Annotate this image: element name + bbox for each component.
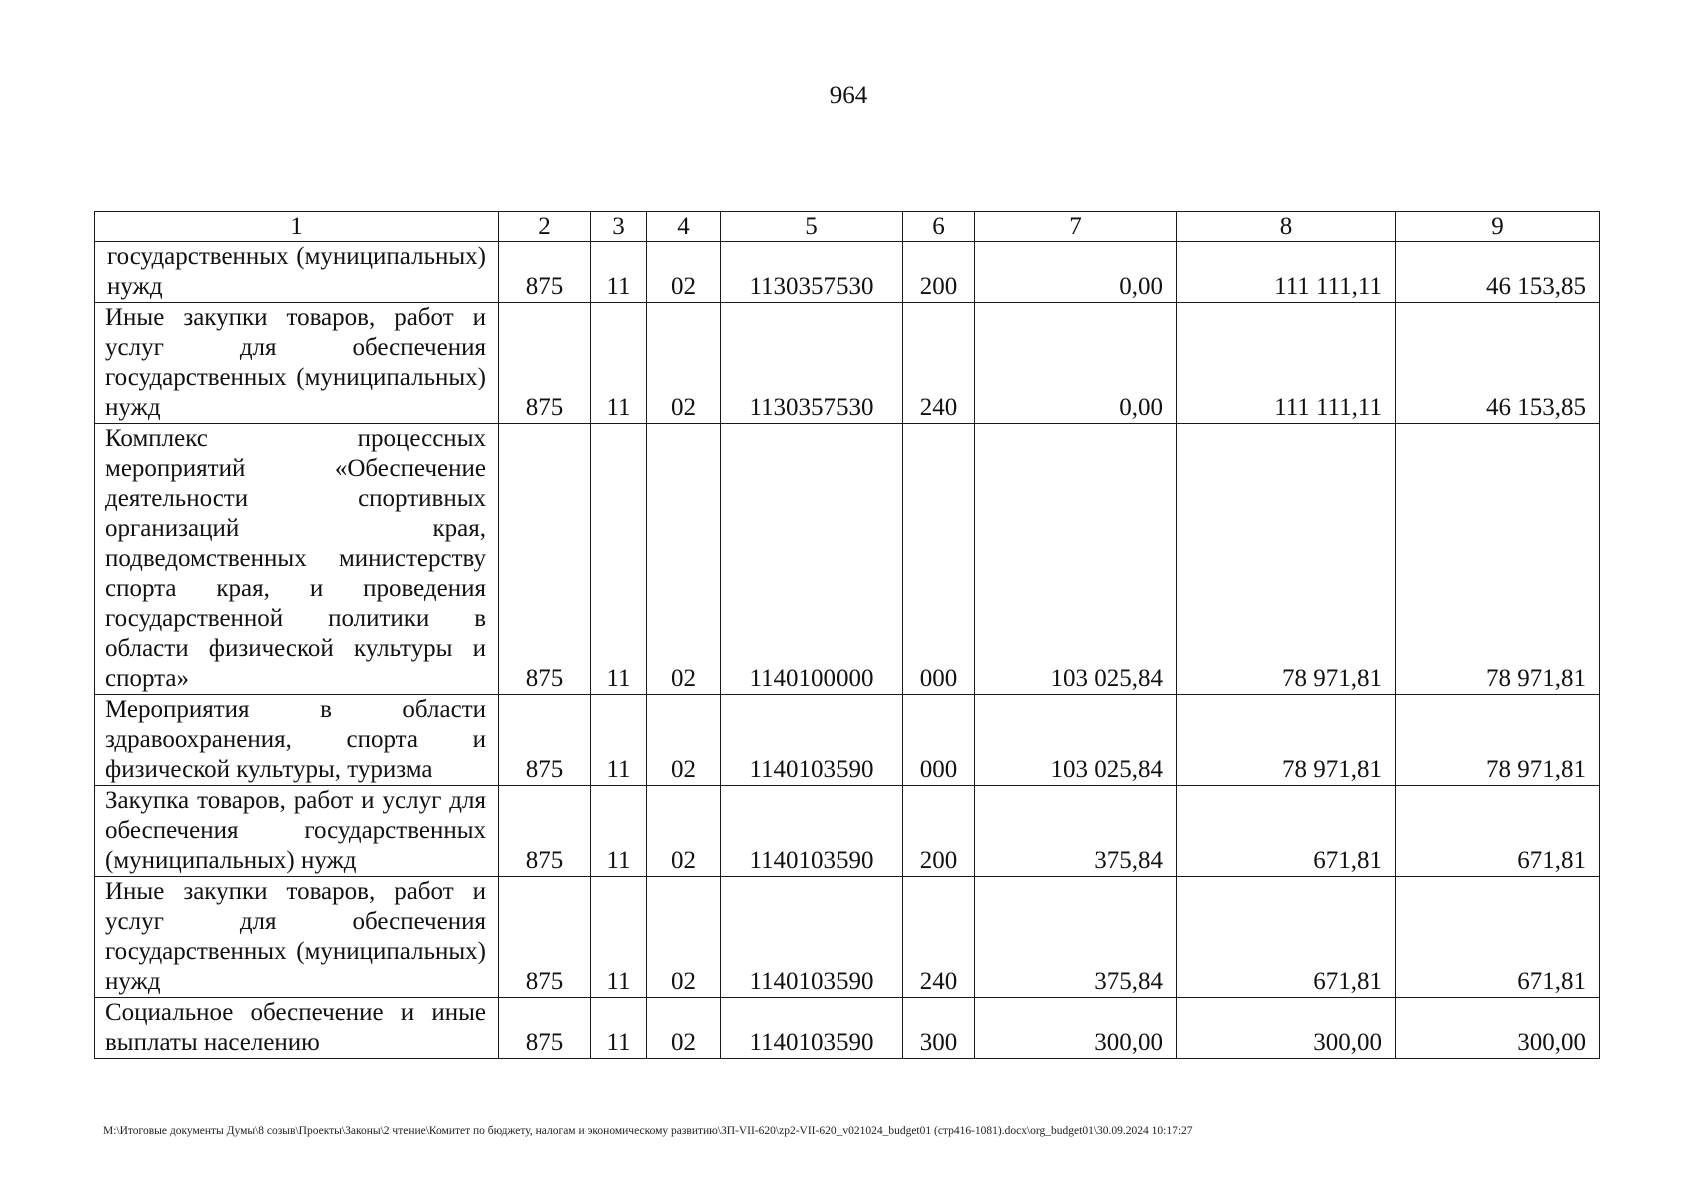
expense-type-code: 240 — [903, 877, 975, 998]
amount-col8: 671,81 — [1177, 877, 1396, 998]
table-row — [95, 424, 1600, 695]
column-header: 4 — [647, 212, 721, 242]
column-header: 6 — [903, 212, 975, 242]
amount-col9: 78 971,81 — [1396, 424, 1600, 695]
footer-file-path: M:\Итоговые документы Думы\8 созыв\Проекты\Законы\2 чтение\Комитет по бюджету, налогам и экономическому развитию\ЗП-VII-620\zp2-VII-620_v021024_budget01 (стр416-1081).docx\org_budget01\30.09.2024 10:17:27 — [103, 1125, 1193, 1137]
section-code: 11 — [591, 303, 647, 424]
amount-col7: 103 025,84 — [975, 424, 1177, 695]
column-header: 3 — [591, 212, 647, 242]
subsection-code: 02 — [647, 786, 721, 877]
table-row — [95, 303, 1600, 424]
amount-col8: 78 971,81 — [1177, 424, 1396, 695]
expense-type-code: 000 — [903, 424, 975, 695]
amount-col7: 300,00 — [975, 998, 1177, 1059]
table-row — [95, 877, 1600, 998]
target-article-code: 1130357530 — [721, 303, 903, 424]
table-row — [95, 998, 1600, 1059]
amount-col8: 111 111,11 — [1177, 303, 1396, 424]
target-article-code: 1140103590 — [721, 695, 903, 786]
expense-type-code: 300 — [903, 998, 975, 1059]
table-header-row — [95, 212, 1600, 242]
budget-table — [94, 211, 1600, 1059]
section-code: 11 — [591, 877, 647, 998]
section-code: 11 — [591, 242, 647, 303]
row-name: государственных (муниципальных) нужд — [95, 242, 499, 303]
amount-col7: 103 025,84 — [975, 695, 1177, 786]
amount-col9: 46 153,85 — [1396, 242, 1600, 303]
ministry-code: 875 — [499, 998, 591, 1059]
amount-col8: 671,81 — [1177, 786, 1396, 877]
target-article-code: 1140103590 — [721, 877, 903, 998]
column-header: 1 — [95, 212, 499, 242]
expense-type-code: 200 — [903, 242, 975, 303]
section-code: 11 — [591, 786, 647, 877]
table-row — [95, 242, 1600, 303]
row-name: Иные закупки товаров, работ и услуг для обеспечения государственных (муниципальных) нужд — [95, 877, 499, 998]
amount-col7: 375,84 — [975, 877, 1177, 998]
amount-col9: 671,81 — [1396, 877, 1600, 998]
amount-col9: 671,81 — [1396, 786, 1600, 877]
subsection-code: 02 — [647, 303, 721, 424]
amount-col8: 111 111,11 — [1177, 242, 1396, 303]
column-header: 5 — [721, 212, 903, 242]
target-article-code: 1140103590 — [721, 998, 903, 1059]
section-code: 11 — [591, 998, 647, 1059]
row-name: Комплекс процессных мероприятий «Обеспечение деятельности спортивных организаций края, подведомственных министерству спорта края, и проведения государственной политики в области физической культуры и спорта» — [95, 424, 499, 695]
expense-type-code: 000 — [903, 695, 975, 786]
ministry-code: 875 — [499, 877, 591, 998]
ministry-code: 875 — [499, 242, 591, 303]
table-row — [95, 786, 1600, 877]
column-header: 7 — [975, 212, 1177, 242]
table-row — [95, 695, 1600, 786]
amount-col9: 46 153,85 — [1396, 303, 1600, 424]
row-name: Закупка товаров, работ и услуг для обеспечения государственных (муниципальных) нужд — [95, 786, 499, 877]
row-name: Социальное обеспечение и иные выплаты населению — [95, 998, 499, 1059]
amount-col8: 78 971,81 — [1177, 695, 1396, 786]
expense-type-code: 240 — [903, 303, 975, 424]
ministry-code: 875 — [499, 786, 591, 877]
column-header: 9 — [1396, 212, 1600, 242]
column-header: 8 — [1177, 212, 1396, 242]
amount-col7: 0,00 — [975, 242, 1177, 303]
subsection-code: 02 — [647, 242, 721, 303]
amount-col9: 78 971,81 — [1396, 695, 1600, 786]
amount-col7: 0,00 — [975, 303, 1177, 424]
target-article-code: 1140103590 — [721, 786, 903, 877]
ministry-code: 875 — [499, 695, 591, 786]
amount-col9: 300,00 — [1396, 998, 1600, 1059]
subsection-code: 02 — [647, 695, 721, 786]
ministry-code: 875 — [499, 424, 591, 695]
row-name: Иные закупки товаров, работ и услуг для обеспечения государственных (муниципальных) нужд — [95, 303, 499, 424]
expense-type-code: 200 — [903, 786, 975, 877]
section-code: 11 — [591, 424, 647, 695]
subsection-code: 02 — [647, 998, 721, 1059]
section-code: 11 — [591, 695, 647, 786]
column-header: 2 — [499, 212, 591, 242]
target-article-code: 1140100000 — [721, 424, 903, 695]
subsection-code: 02 — [647, 424, 721, 695]
page-number: 964 — [829, 82, 868, 109]
ministry-code: 875 — [499, 303, 591, 424]
target-article-code: 1130357530 — [721, 242, 903, 303]
subsection-code: 02 — [647, 877, 721, 998]
amount-col8: 300,00 — [1177, 998, 1396, 1059]
row-name: Мероприятия в области здравоохранения, спорта и физической культуры, туризма — [95, 695, 499, 786]
amount-col7: 375,84 — [975, 786, 1177, 877]
